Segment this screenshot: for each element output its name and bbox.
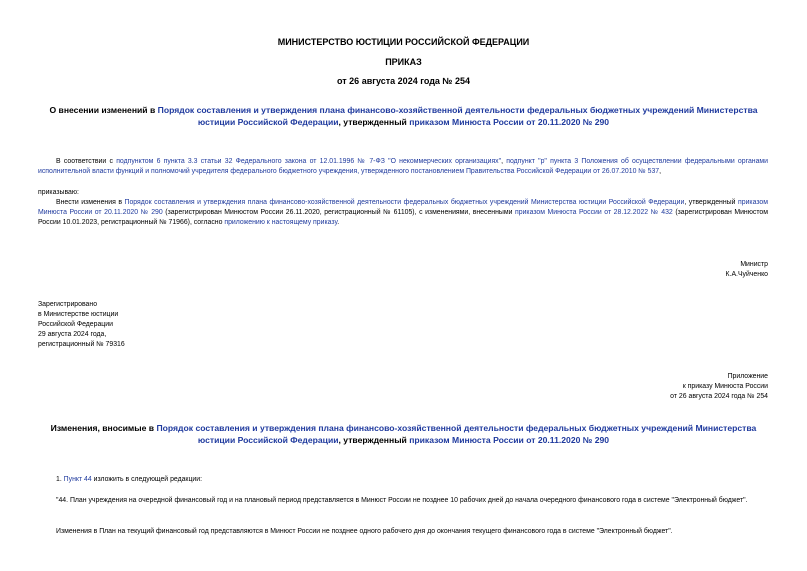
registration-block (38, 300, 238, 350)
preamble-text-3: , (659, 168, 662, 175)
order-title-middle: , утвержденный (338, 117, 410, 127)
preamble (38, 157, 768, 177)
preamble-text-1: В соответствии с (56, 158, 117, 165)
order-text-5: . (337, 219, 340, 226)
order-link-order-290[interactable]: приказом Минюста России от 20.11.2020 № 290 (38, 199, 768, 216)
order-link-procedure[interactable]: Порядок составления и утверждения плана финансово-хозяйственной деятельности федеральных бюджетных учреждений Министерства юстиции Российской Федерации (124, 199, 685, 206)
order-title-link-procedure[interactable]: Порядок составления и утверждения плана финансово-хозяйственной деятельности федеральных бюджетных учреждений Министерства юстиции Российской Федерации (157, 105, 758, 127)
order-text-1: Внести изменения в (56, 199, 125, 206)
preamble-link-regulation[interactable]: подпункт "р" пункта 3 Положения об осуществлении федеральными органами исполнительной власти функций и полномочий учредителя федерального бюджетного учреждения, утвержденного постановлением Правительства Российской Федерации от 26.07.2010 № 537 (38, 158, 769, 175)
order-text (38, 198, 768, 228)
appendix-block (520, 372, 768, 402)
signature-name: К.А.Чуйченко (725, 271, 768, 278)
order-text-3: (зарегистрирован Минюстом России 26.11.2020, регистрационный № 61105), с изменениями, внесенными (162, 209, 515, 216)
item-1-text: изложить в следующей редакции: (91, 476, 203, 483)
quote-paragraph-2: Изменения в План на текущий финансовый год представляются в Минюст России не позднее одного рабочего дня до окончания текущего финансового года в системе "Электронный бюджет". (56, 528, 673, 535)
order-text-2: , утвержденный (684, 199, 738, 206)
item-1 (38, 475, 768, 485)
changes-title-prefix: Изменения, вносимые в (50, 423, 157, 433)
changes-title-middle: , утвержденный (338, 435, 410, 445)
quote-paragraph-1: "44. План учреждения на очередной финансовый год и на плановый период представляется в Минюст России не позднее 10 рабочих дней до начала очередного финансового года в системе "Электронный бюджет". (56, 497, 748, 504)
item-1-number: 1. (56, 476, 64, 483)
registration-line: регистрационный № 79316 (38, 341, 125, 348)
order-title-link-order[interactable]: приказом Минюста России от 20.11.2020 № 290 (409, 117, 610, 127)
order-title (36, 104, 771, 128)
changes-title-link-procedure[interactable]: Порядок составления и утверждения плана финансово-хозяйственной деятельности федеральных бюджетных учреждений Министерства юстиции Российской Федерации (156, 423, 757, 445)
order-word: приказываю: (38, 189, 79, 196)
registration-line: Зарегистрировано (38, 301, 98, 308)
order-link-order-432[interactable]: приказом Минюста России от 28.12.2022 № 432 (515, 209, 673, 216)
order-link-appendix[interactable]: приложению к настоящему приказу (224, 219, 338, 226)
ministry-title: МИНИСТЕРСТВО ЮСТИЦИИ РОССИЙСКОЙ ФЕДЕРАЦИИ (277, 37, 530, 47)
preamble-text-2: , (501, 158, 507, 165)
changes-title (36, 422, 771, 446)
appendix-line: к приказу Минюста России (682, 383, 768, 390)
doc-type: ПРИКАЗ (385, 57, 422, 67)
item-1-link-point-44[interactable]: Пункт 44 (63, 476, 92, 483)
signature-position: Министр (740, 261, 768, 268)
appendix-line: Приложение (727, 373, 768, 380)
registration-line: Российской Федерации (38, 321, 113, 328)
registration-line: в Министерстве юстиции (38, 311, 119, 318)
order-text-4: (зарегистрирован Минюстом России 10.01.2023, регистрационный № 71966), согласно (38, 209, 769, 226)
date-number: от 26 августа 2024 года № 254 (337, 76, 470, 86)
registration-line: 29 августа 2024 года, (38, 331, 107, 338)
order-title-prefix: О внесении изменений в (49, 105, 158, 115)
preamble-link-law[interactable]: подпунктом 6 пункта 3.3 статьи 32 Федерального закона от 12.01.1996 № 7-ФЗ "О некоммерческих организациях" (116, 158, 502, 165)
changes-title-link-order[interactable]: приказом Минюста России от 20.11.2020 № 290 (409, 435, 610, 445)
appendix-line: от 26 августа 2024 года № 254 (670, 393, 768, 400)
